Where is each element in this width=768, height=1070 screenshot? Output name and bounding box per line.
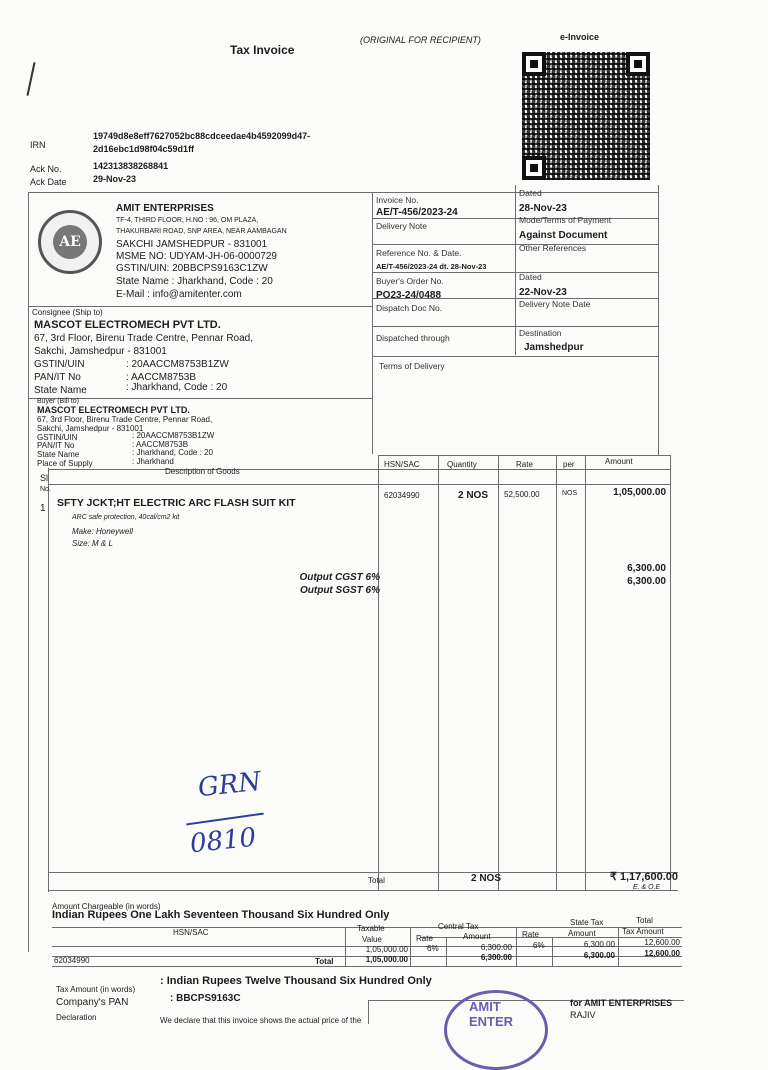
col-header-quantity: Quantity [447, 460, 477, 469]
dispatch-doc-label: Dispatch Doc No. [376, 303, 443, 313]
mode-terms-value: Against Document [519, 230, 608, 241]
summary-row-central-amount: 6,300.00 [480, 943, 512, 952]
summary-taxable-header: Taxable [357, 924, 385, 933]
seller-address-3: SAKCHI JAMSHEDPUR - 831001 [116, 239, 268, 250]
summary-line [446, 937, 447, 967]
tax-words-label: Tax Amount (in words) [56, 985, 136, 994]
buyer-pan-label: PAN/IT No [37, 441, 75, 450]
buyer-gstin-value: : 20AACCM8753B1ZW [132, 431, 215, 440]
buyers-order-label: Buyer's Order No. [376, 276, 444, 286]
table-line [556, 455, 557, 891]
invoice-no-label: Invoice No. [376, 195, 419, 205]
summary-central-rate-header: Rate [416, 934, 433, 943]
buyer-label: Buyer (Bill to) [37, 398, 80, 405]
meta-line [372, 356, 658, 357]
summary-row-state-rate: 6% [533, 941, 545, 950]
qr-code [522, 52, 650, 180]
irn-value-1: 19749d8e8eff7627052bc88cdceedae4b4592099d47- [93, 131, 311, 141]
summary-total-state-amount: 6,300.00 [583, 951, 615, 960]
summary-state-amount-header: Amount [568, 929, 596, 938]
footer-line [368, 1000, 369, 1024]
table-line [48, 469, 670, 470]
seller-address-1: TF-4, THIRD FLOOR, H.NO : 96, OM PLAZA, [116, 217, 259, 224]
party-line [28, 398, 372, 399]
company-logo [38, 210, 102, 274]
summary-hsn-header: HSN/SAC [173, 928, 209, 937]
einvoice-label: e-Invoice [560, 32, 600, 42]
meta-line [372, 218, 658, 219]
table-line [48, 468, 49, 892]
copy-label: (ORIGINAL FOR RECIPIENT) [360, 35, 481, 45]
cgst-amount: 6,300.00 [627, 563, 666, 574]
qr-finder [522, 156, 546, 180]
meta-line [372, 326, 658, 327]
consignee-gstin-label: GSTIN/UIN [34, 359, 85, 370]
summary-central-amount-header: Amount [463, 932, 491, 941]
handwritten-grn: GRN [196, 766, 263, 804]
buyer-pan-value: : AACCM8753B [132, 440, 189, 449]
party-line [28, 306, 372, 307]
table-line [585, 455, 586, 891]
stamp-text: AMIT ENTER [469, 999, 514, 1029]
qr-finder [522, 52, 546, 76]
item-sl: 1 [40, 503, 46, 514]
seller-state: State Name : Jharkhand, Code : 20 [116, 276, 273, 287]
col-header-sl: Sl [40, 473, 49, 483]
frame-line [372, 192, 373, 454]
ack-date-label: Ack Date [30, 177, 67, 187]
item-detail-3: Size: M & L [72, 539, 113, 548]
consignee-address-2: Sakchi, Jamshedpur - 831001 [34, 346, 167, 357]
summary-central-header: Central Tax [438, 922, 479, 931]
summary-line [552, 937, 553, 967]
total-label: Total [368, 876, 385, 885]
col-header-no: No. [40, 486, 51, 493]
handwritten-number: 0810 [188, 822, 258, 860]
summary-row-hsn: 62034990 [54, 956, 90, 965]
consignee-state-label: State Name [34, 385, 87, 396]
qr-finder [626, 52, 650, 76]
table-line [378, 455, 379, 891]
total-quantity: 2 NOS [471, 873, 502, 884]
summary-row-state-amount: 6,300.00 [583, 940, 615, 949]
mode-terms-label: Mode/Terms of Payment [519, 215, 612, 225]
seller-name: AMIT ENTERPRISES [116, 203, 214, 214]
consignee-state-value: : Jharkhand, Code : 20 [126, 382, 228, 393]
invoice-no-value: AE/T-456/2023-24 [376, 207, 458, 218]
ack-no-value: 142313838268841 [93, 161, 169, 171]
ack-no-label: Ack No. [30, 164, 62, 174]
summary-row-taxable: 1,05,000.00 [365, 945, 408, 954]
consignee-label: Consignee (Ship to) [32, 308, 103, 317]
item-amount: 1,05,000.00 [613, 487, 666, 498]
declaration-text: We declare that this invoice shows the actual price of the [160, 1016, 362, 1025]
meta-line [372, 272, 658, 273]
signatory-name: RAJIV [570, 1010, 596, 1020]
company-pan-label: Company's PAN [56, 997, 129, 1008]
seller-msme: MSME NO: UDYAM-JH-06-0000729 [116, 251, 277, 262]
order-dated-value: 22-Nov-23 [519, 287, 567, 298]
frame-line [28, 192, 658, 193]
summary-line [52, 966, 682, 967]
document-title: Tax Invoice [230, 43, 295, 57]
reference-label: Reference No. & Date. [376, 248, 462, 258]
summary-value-header: Value [362, 935, 382, 944]
cgst-label: Output CGST 6% [299, 572, 380, 583]
item-quantity: 2 NOS [458, 490, 489, 501]
other-references-label: Other References [519, 243, 587, 253]
summary-tax-amount-header: Tax Amount [622, 927, 664, 936]
table-line [378, 455, 670, 456]
for-company-label: for AMIT ENTERPRISES [570, 998, 673, 1008]
logo-mark: AE [53, 225, 87, 259]
destination-label: Destination [519, 328, 562, 338]
tax-words-value: : Indian Rupees Twelve Thousand Six Hundred Only [160, 975, 432, 987]
buyers-order-value: PO23-24/0488 [376, 290, 442, 301]
table-line [438, 455, 439, 891]
summary-total-label: Total [315, 957, 334, 966]
company-pan-value: : BBCPS9163C [170, 993, 241, 1004]
buyer-state-value: : Jharkhand, Code : 20 [132, 448, 213, 457]
dated-value: 28-Nov-23 [519, 203, 567, 214]
table-line [48, 890, 678, 891]
declaration-label: Declaration [56, 1013, 97, 1022]
summary-line [410, 927, 411, 967]
item-rate: 52,500.00 [504, 490, 540, 499]
order-dated-label: Dated [519, 272, 542, 282]
summary-row-central-rate: 6% [427, 944, 439, 953]
irn-value-2: 2d16ebc1d98f04c59d1ff [93, 144, 195, 154]
buyer-pos-value: : Jharkhand [132, 457, 174, 466]
meta-line [372, 244, 658, 245]
item-name: SFTY JCKT;HT ELECTRIC ARC FLASH SUIT KIT [57, 497, 296, 509]
col-header-per: per [563, 460, 575, 469]
dated-label: Dated [519, 188, 542, 198]
summary-state-header: State Tax [570, 918, 604, 927]
summary-total-taxable: 1,05,000.00 [365, 955, 408, 964]
sgst-label: Output SGST 6% [300, 585, 380, 596]
buyer-address-2: Sakchi, Jamshedpur - 831001 [37, 424, 144, 433]
consignee-pan-value: : AACCM8753B [126, 372, 197, 383]
col-header-amount: Amount [605, 457, 633, 466]
delivery-note-label: Delivery Note [376, 221, 428, 231]
amount-words-label: Amount Chargeable (in words) [52, 902, 161, 911]
col-header-rate: Rate [516, 460, 533, 469]
summary-total-central-amount: 6,300.00 [480, 953, 512, 962]
table-line [498, 455, 499, 891]
col-header-hsn: HSN/SAC [384, 460, 420, 469]
summary-total-header: Total [636, 916, 653, 925]
summary-row-total: 12,600.00 [644, 938, 680, 947]
total-amount: ₹ 1,17,600.00 [609, 871, 678, 883]
seller-address-2: THAKURBARI ROAD, SNP AREA, NEAR AAMBAGAN [116, 228, 287, 235]
amount-words-value: Indian Rupees One Lakh Seventeen Thousand Six Hundred Only [52, 909, 390, 921]
dispatched-through-label: Dispatched through [376, 333, 450, 343]
summary-total-total: 12,600.00 [644, 949, 680, 958]
seller-email: E-Mail : info@amitenter.com [116, 289, 242, 300]
buyer-gstin-label: GSTIN/UIN [37, 433, 78, 442]
table-line [48, 484, 670, 485]
terms-of-delivery-label: Terms of Delivery [379, 361, 445, 371]
item-per: NOS [562, 490, 578, 497]
consignee-pan-label: PAN/IT No [34, 372, 81, 383]
eoe-label: E. & O.E [633, 884, 661, 891]
table-line [48, 872, 678, 873]
summary-state-rate-header: Rate [522, 930, 539, 939]
buyer-state-label: State Name [37, 450, 80, 459]
irn-label: IRN [30, 140, 46, 150]
sgst-amount: 6,300.00 [627, 576, 666, 587]
consignee-address-1: 67, 3rd Floor, Birenu Trade Centre, Pennar Road, [34, 333, 254, 344]
ack-date-value: 29-Nov-23 [93, 174, 137, 184]
col-header-description: Description of Goods [165, 467, 240, 476]
consignee-gstin-value: : 20AACCM8753B1ZW [126, 359, 229, 370]
seller-gstin: GSTIN/UIN: 20BBCPS9163C1ZW [116, 263, 268, 274]
buyer-address-1: 67, 3rd Floor, Birenu Trade Centre, Pennar Road, [37, 415, 213, 424]
frame-line [515, 185, 516, 355]
table-line [670, 455, 671, 891]
company-stamp [444, 990, 548, 1070]
destination-value: Jamshedpur [524, 342, 584, 353]
item-detail-1: ARC safe protection, 40cal/cm2 kit [72, 514, 180, 521]
item-detail-2: Make: Honeywell [72, 527, 133, 536]
buyer-pos-label: Place of Supply [37, 459, 93, 468]
buyer-name: MASCOT ELECTROMECH PVT LTD. [37, 405, 190, 415]
reference-value: AE/T-456/2023-24 dt. 28-Nov-23 [376, 262, 487, 271]
consignee-name: MASCOT ELECTROMECH PVT LTD. [34, 319, 221, 331]
item-hsn: 62034990 [384, 491, 420, 500]
summary-line [516, 927, 517, 967]
frame-line [658, 185, 659, 455]
summary-line [618, 927, 619, 967]
delivery-note-date-label: Delivery Note Date [519, 299, 591, 309]
pen-mark [26, 62, 35, 96]
